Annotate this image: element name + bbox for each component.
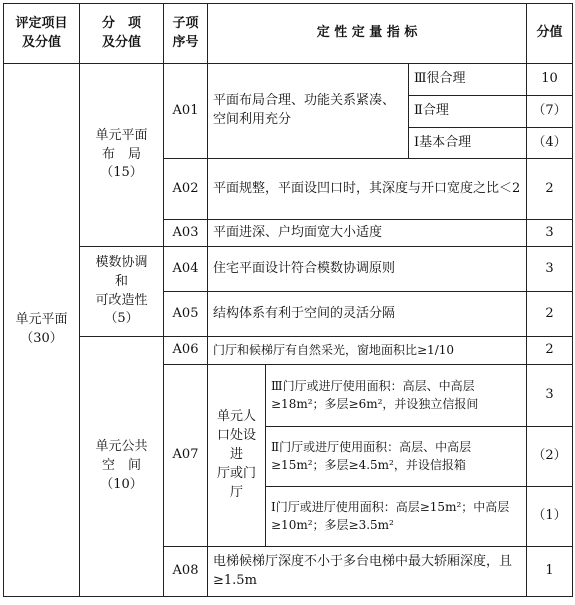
score-A01-1: （4） (527, 128, 573, 159)
text-A07-2: Ⅱ门厅或进厅使用面积：高层、中高层≥15m²；多层≥4.5m²，并设信报箱 (266, 427, 527, 487)
score-A07-3: 3 (527, 365, 573, 427)
group-modular: 模数协调 和 可改造性 （5） (80, 247, 164, 337)
label-A07: 单元人 口处设进 厅或门厅 (208, 365, 266, 547)
code-A05: A05 (164, 292, 208, 337)
level-A01-3: Ⅲ很合理 (409, 64, 527, 96)
text-A04: 住宅平面设计符合模数协调原则 (208, 247, 527, 292)
score-A01-2: （7） (527, 96, 573, 128)
row-A04 (4, 247, 573, 292)
header-row (4, 4, 573, 64)
row-A06 (4, 337, 573, 365)
text-A01: 平面布局合理、功能关系紧凑、空间利用充分 (208, 64, 409, 159)
evaluation-table (3, 3, 573, 597)
item-name: 单元平面 (15, 312, 68, 328)
score-A07-2: （2） (527, 427, 573, 487)
code-A04: A04 (164, 247, 208, 292)
code-A06: A06 (164, 337, 208, 365)
header-item: 评定项目 及分值 (4, 4, 80, 64)
item-score: （30） (20, 331, 63, 346)
header-indicator: 定 性 定 量 指 标 (208, 4, 527, 64)
code-A02: A02 (164, 159, 208, 220)
score-A04: 3 (527, 247, 573, 292)
row-A01-level-3 (4, 64, 573, 96)
group-public: 单元公共 空 间 （10） (80, 337, 164, 597)
score-A03: 3 (527, 220, 573, 247)
item-cell (4, 64, 80, 597)
code-A08: A08 (164, 547, 208, 597)
level-A01-1: Ⅰ基本合理 (409, 128, 527, 159)
text-A07-3: Ⅲ门厅或进厅使用面积：高层、中高层≥18m²；多层≥6m²，并设独立信报间 (266, 365, 527, 427)
score-A08: 1 (527, 547, 573, 597)
code-A03: A03 (164, 220, 208, 247)
header-score: 分值 (527, 4, 573, 64)
level-A01-2: Ⅱ合理 (409, 96, 527, 128)
text-A06: 门厅和候梯厅有自然采光，窗地面积比≥1/10 (208, 337, 527, 365)
score-A06: 2 (527, 337, 573, 365)
text-A03: 平面进深、户均面宽大小适度 (208, 220, 527, 247)
group-layout: 单元平面 布 局 （15） (80, 64, 164, 247)
score-A01-3: 10 (527, 64, 573, 96)
code-A01: A01 (164, 64, 208, 159)
code-A07: A07 (164, 365, 208, 547)
header-code: 子项 序号 (164, 4, 208, 64)
score-A02: 2 (527, 159, 573, 220)
text-A02: 平面规整，平面设凹口时，其深度与开口宽度之比＜2 (208, 159, 527, 220)
text-A05: 结构体系有利于空间的灵活分隔 (208, 292, 527, 337)
score-A07-1: （1） (527, 487, 573, 547)
text-A08: 电梯候梯厅深度不小于多台电梯中最大轿厢深度，且≥1.5m (208, 547, 527, 597)
score-A05: 2 (527, 292, 573, 337)
header-sub-item: 分 项 及分值 (80, 4, 164, 64)
text-A07-1: Ⅰ门厅或进厅使用面积：高层≥15m²；中高层≥10m²；多层≥3.5m² (266, 487, 527, 547)
